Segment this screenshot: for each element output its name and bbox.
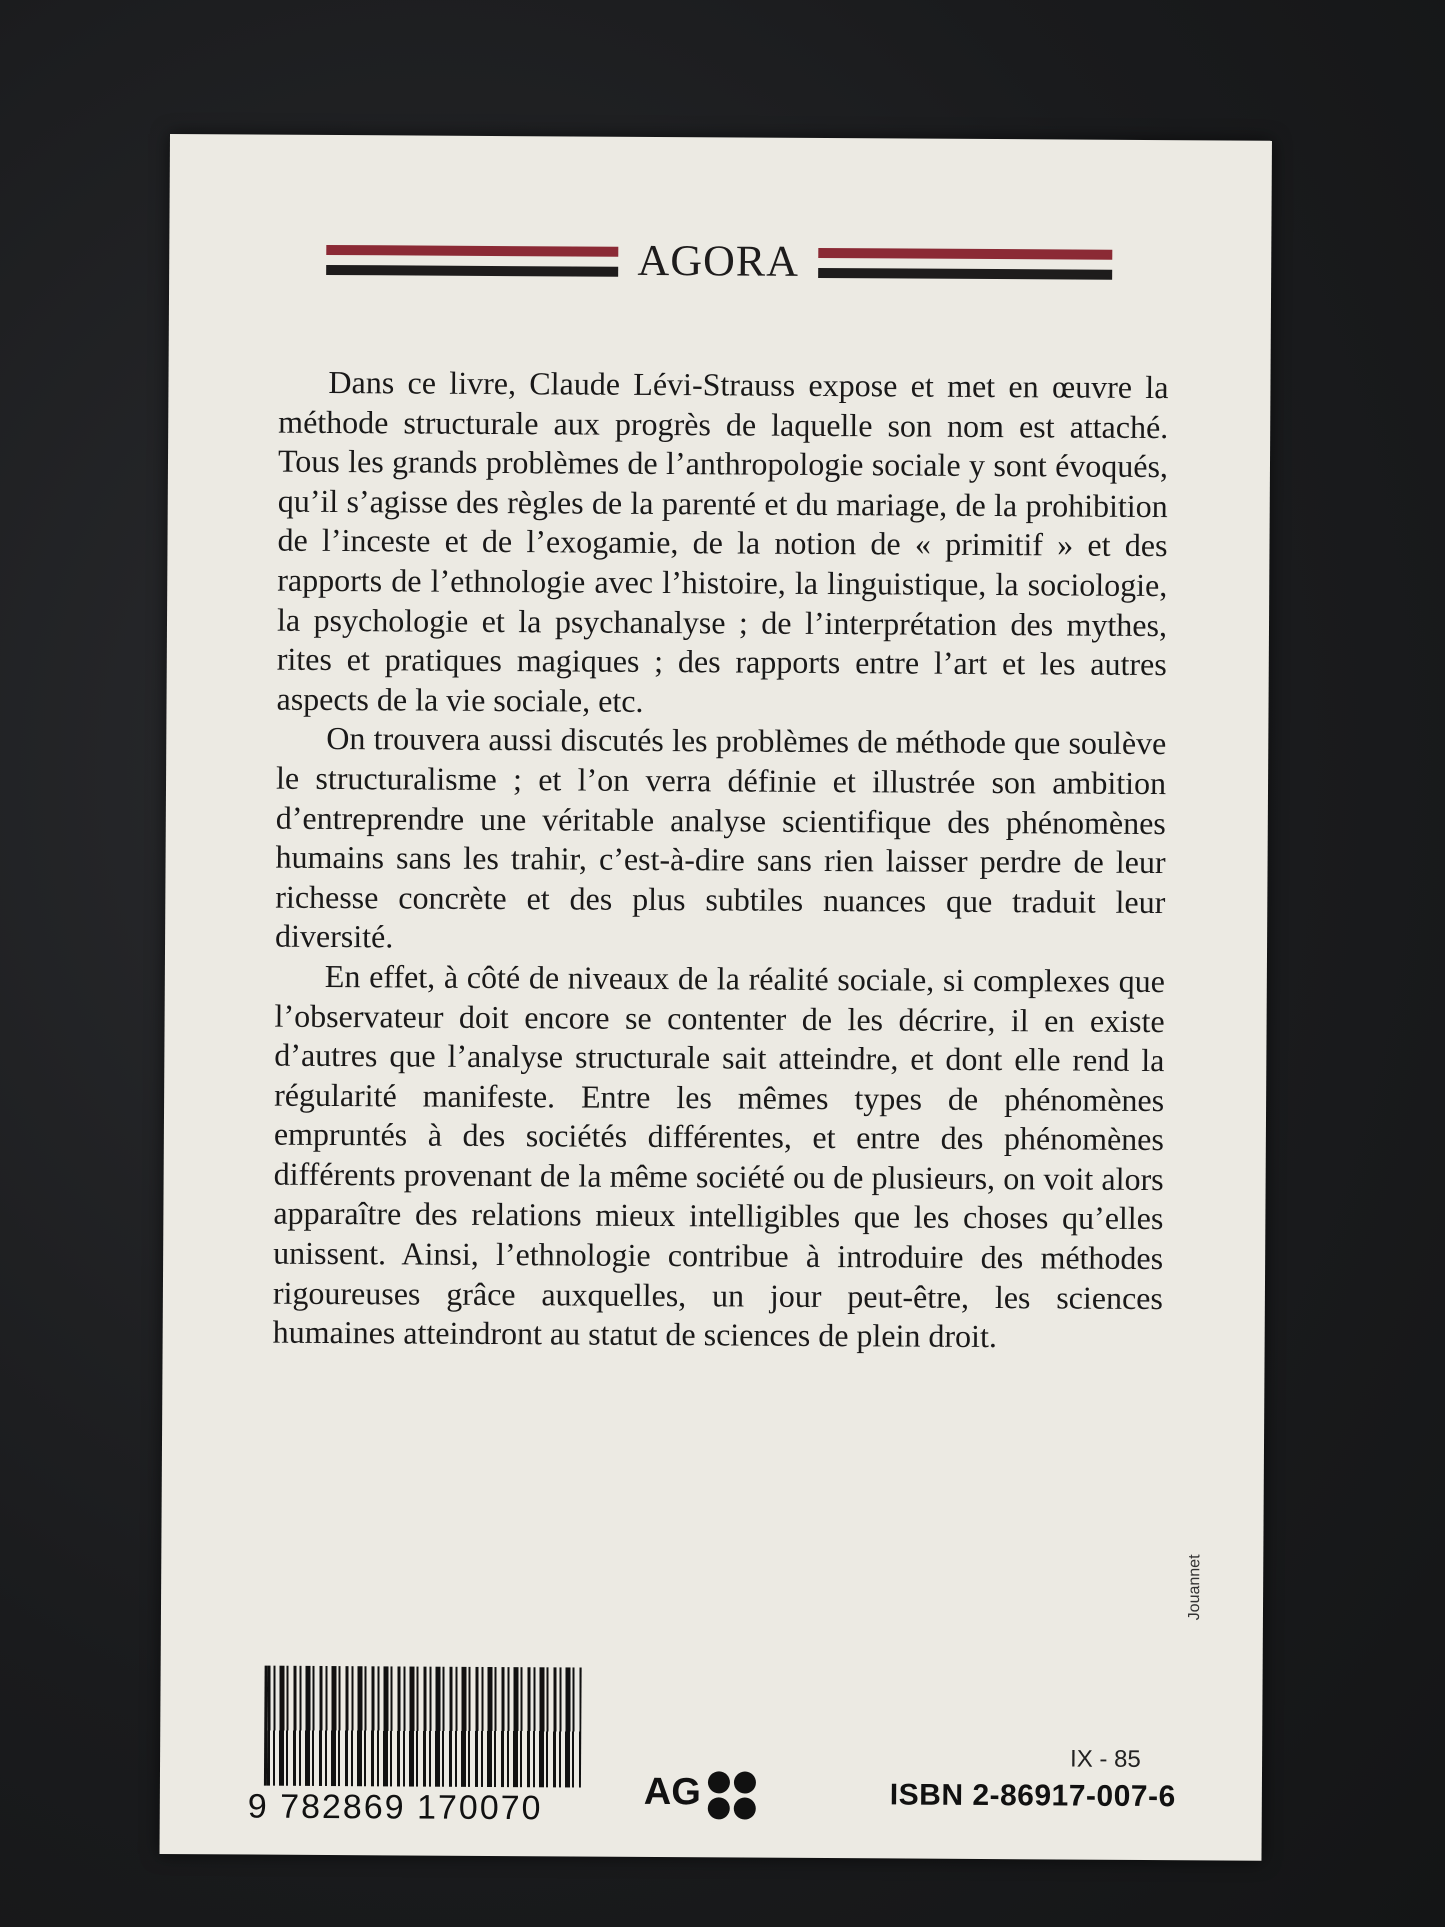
ag-logo-text: AG (643, 1770, 702, 1814)
black-stripe-right (818, 268, 1112, 280)
publisher-code: IX - 85 (1070, 1745, 1141, 1773)
back-cover-blurb (273, 363, 1169, 1358)
black-stripe-left (326, 265, 618, 277)
publisher-header-band (326, 235, 1112, 288)
barcode-bars (264, 1666, 582, 1788)
book-back-cover (159, 134, 1271, 1861)
blurb-paragraph-2: On trouvera aussi discutés les problèmes de méthode que soulève le structuralisme ; et l’on verra définie et illustrée son ambition d’entreprendre une véritable analyse scientifique des phénomènes humains sans les trahir, c’est-à-dire sans rien laisser perdre de leur richesse concrète et des plus subtiles nuances que traduit leur diversité. (274, 720, 1167, 955)
blurb-paragraph-1: Dans ce livre, Claude Lévi-Strauss expose et met en œuvre la méthode structurale aux progrès de laquelle son nom est attaché. Tous les grands problèmes de l’anthropologie sociale y sont évoqués, qu’il s’agisse des règles de la parenté et du mariage, de la prohibition de l’inceste et de l’exogamie, de la notion de « primitif » et des rapports de l’ethnologie avec l’histoire, la linguistique, la sociologie, la psychologie et la psychanalyse ; de l’interprétation des mythes, rites et pratiques magiques ; des rapports entre l’art et les autres aspects de la vie sociale, etc. (276, 363, 1169, 719)
blurb-paragraph-3: En effet, à côté de niveaux de la réalité sociale, si complexes que l’observateur doit encore se contenter de les décrire, il en existe d’autres que l’analyse structurale sait atteindre, et dont elle rend la régularité manifeste. Entre les mêmes types de phénomènes empruntés à des sociétés différentes, et entre des phénomènes différents provenant de la même société ou de plusieurs, on voit alors apparaître des relations mieux intelligibles que les choses qu’elles unissent. Ainsi, l’ethnologie contribue à introduire des méthodes rigoureuses grâce auxquelles, un jour peut-être, les sciences humaines atteindront au statut de sciences de plein droit. (272, 957, 1165, 1355)
red-stripe-left (326, 245, 618, 257)
barcode (248, 1666, 579, 1828)
photo-credit: Jouannet (1185, 1554, 1204, 1621)
four-dots-icon (708, 1771, 758, 1821)
isbn-number: ISBN 2-86917-007-6 (889, 1778, 1176, 1814)
ag-logo (644, 1767, 764, 1824)
barcode-digits: 9 782869 170070 (247, 1787, 543, 1828)
red-stripe-right (818, 248, 1112, 260)
agora-logo: AGORA (637, 235, 800, 286)
